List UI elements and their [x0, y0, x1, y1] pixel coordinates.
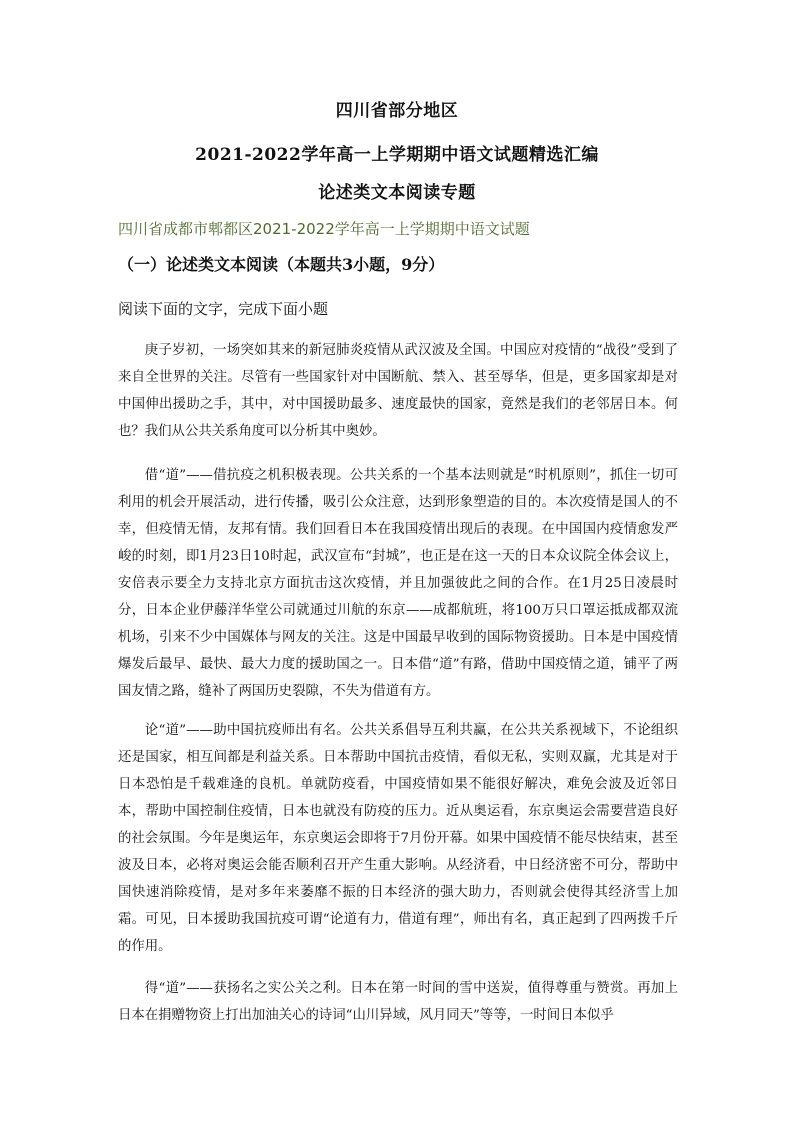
paragraph-borrow-dao: 借“道”——借抗疫之机积极表现。公共关系的一个基本法则就是“时机原则”，抓住一切可利用的机会开展活动，进行传播，吸引公众注意，达到形象塑造的目的。本次疫情是国人的不幸，但疫情无情，友邦有情。我们回看日本在我国疫情出现后的表现。在中国国内疫情愈发严峻的时刻，即1月23日10时起，武汉宣布“封城”，也正是在这一天的日本众议院全体会议上，安倍表示要全力支持北京方面抗击这次疫情，并且加强彼此之间的合作。在1月25日凌晨时分，日本企业伊藤洋华堂公司就通过川航的东京——成都航班，将100万只口罩运抵成都双流机场，引来不少中国媒体与网友的关注。这是中国最早收到的国际物资援助。日本是中国疫情爆发后最早、最快、最大力度的援助国之一。日本借“道”有路，借助中国疫情之道，铺平了两国友情之路，缝补了两国历史裂隙，不失为借道有方。	[118, 468, 678, 699]
paragraph-discuss-dao: 论“道”——助中国抗疫师出有名。公共关系倡导互利共赢，在公共关系视域下，不论组织还是国家，相互间都是利益关系。日本帮助中国抗击疫情，看似无私，实则双赢，尤其是对于日本恐怕是千载难逢的良机。单就防疫看，中国疫情如果不能很好解决，难免会波及近邻日本，帮助中国控制住疫情，日本也就没有防疫的压力。近从奥运看，东京奥运会需要营造良好的社会氛围。今年是奥运年，东京奥运会即将于7月份开幕。如果中国疫情不能尽快结束，甚至波及日本，必将对奥运会能否顺利召开产生重大影响。从经济看，中日经济密不可分，帮助中国快速消除疫情，是对多年来萎靡不振的日本经济的强大助力，否则就会使得其经济雪上加霜。可见，日本援助我国抗疫可谓“论道有力，借道有理”，师出有名，真正起到了四两拨千斤的作用。	[118, 723, 678, 954]
source-line: 四川省成都市郫都区2021-2022学年高一上学期期中语文试题	[118, 220, 530, 238]
instruction-text: 阅读下面的文字，完成下面小题	[118, 300, 329, 318]
paragraph-intro: 庚子岁初，一场突如其来的新冠肺炎疫情从武汉波及全国。中国应对疫情的“战役”受到了来自全世界的关注。尽管有一些国家针对中国断航、禁入、甚至辱华，但是，更多国家却是对中国伸出援助之手，其中，对中国援助最多、速度最快的国家，竟然是我们的老邻居日本。何也？我们从公共关系角度可以分析其中奥妙。	[118, 343, 678, 439]
document-title-region: 四川省部分地区	[335, 101, 459, 121]
document-title-exam: 2021-2022学年高一上学期期中语文试题精选汇编	[195, 145, 599, 165]
paragraph-gain-dao: 得“道”——获扬名之实公关之利。日本在第一时间的雪中送炭，值得尊重与赞赏。再加上日本在捐赠物资上打出加油关心的诗词“山川异域，风月同天”等等，一时间日本似乎	[118, 981, 678, 1023]
section-heading: （一）论述类文本阅读（本题共3小题，9分）	[118, 255, 445, 274]
document-title-topic: 论述类文本阅读专题	[318, 183, 476, 203]
